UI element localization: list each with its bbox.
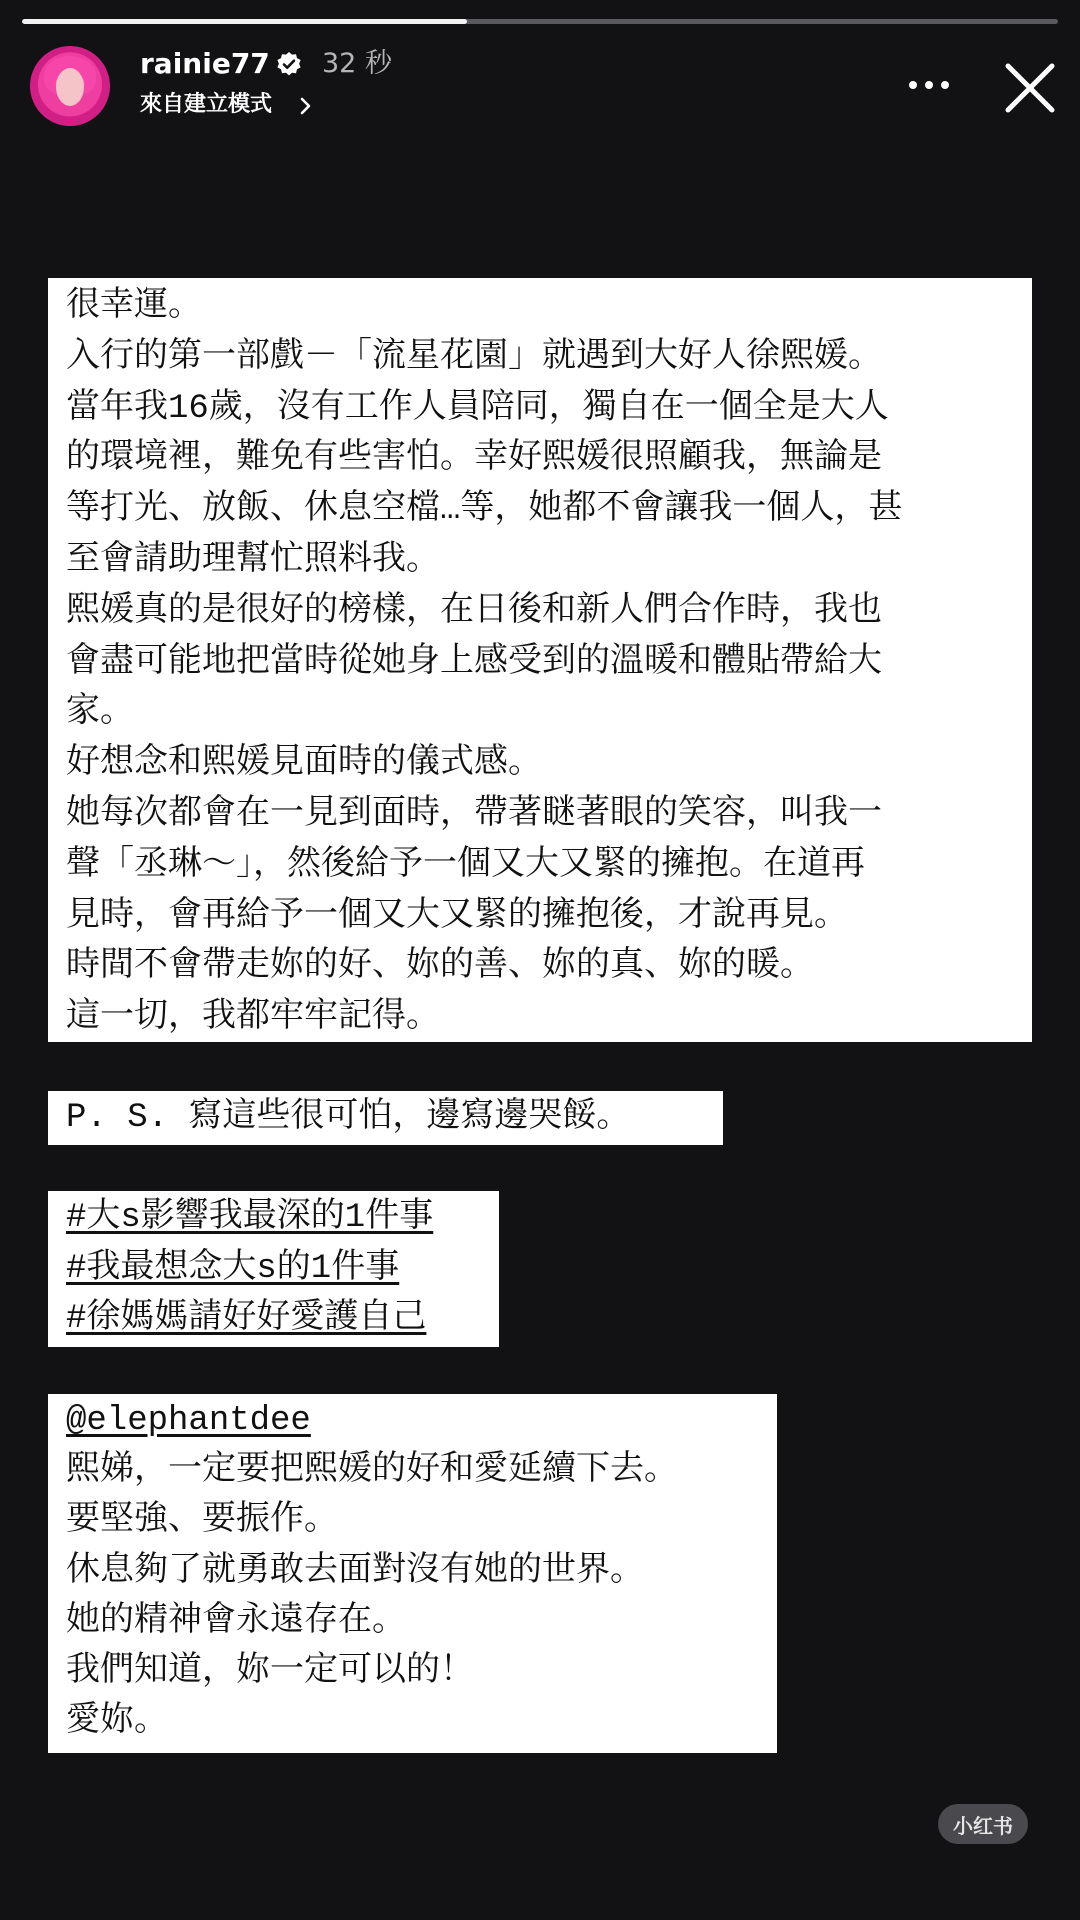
- ps-text: P. S. 寫這些很可怕，邊寫邊哭餒。: [66, 1099, 631, 1137]
- avatar[interactable]: [30, 46, 110, 126]
- text-line: 家。: [66, 694, 134, 733]
- mention-link[interactable]: @elephantdee: [66, 1402, 311, 1440]
- story-progress-bar: [22, 19, 1058, 24]
- reply-text-box: [48, 1394, 777, 1753]
- hashtag-box: [48, 1191, 499, 1347]
- create-mode-link[interactable]: 來自建立模式: [140, 92, 273, 117]
- text-line: 休息夠了就勇敢去面對沒有她的世界。: [66, 1552, 644, 1591]
- text-line: 的環境裡，難免有些害怕。幸好熙媛很照顧我，無論是: [66, 440, 882, 479]
- close-icon[interactable]: [1004, 62, 1056, 114]
- avatar-face: [56, 68, 84, 106]
- story-progress-fill: [22, 19, 467, 24]
- text-line: 這一切，我都牢牢記得。: [66, 999, 440, 1038]
- hashtag-link[interactable]: #徐媽媽請好好愛護自己: [66, 1300, 427, 1338]
- username[interactable]: rainie77: [140, 47, 270, 80]
- text-line: 至會請助理幫忙照料我。: [66, 541, 440, 580]
- text-line: 等打光、放飯、休息空檔…等，她都不會讓我一個人，甚: [66, 491, 903, 530]
- text-line: 要堅強、要振作。: [66, 1502, 338, 1541]
- hashtag-link[interactable]: #我最想念大s的1件事: [66, 1249, 400, 1288]
- verified-badge-icon: [276, 51, 302, 77]
- text-line: 熙娣，一定要把熙媛的好和愛延續下去。: [66, 1452, 678, 1491]
- text-line: 她每次都會在一見到面時，帶著瞇著眼的笑容，叫我一: [66, 795, 882, 834]
- text-line: 見時，會再給予一個又大又緊的擁抱後，才說再見。: [66, 897, 848, 936]
- text-line: 好想念和熙媛見面時的儀式感。: [66, 745, 542, 784]
- text-line: 聲「丞琳～」，然後給予一個又大又緊的擁抱。在道再: [66, 846, 865, 885]
- text-line: 入行的第一部戲－「流星花園」就遇到大好人徐熙媛。: [66, 338, 882, 377]
- xiaohongshu-watermark: 小红书: [938, 1804, 1028, 1844]
- text-line: 愛妳。: [66, 1703, 168, 1742]
- text-line: 會盡可能地把當時從她身上感受到的溫暖和體貼帶給大: [66, 643, 882, 682]
- text-line: 她的精神會永遠存在。: [66, 1602, 406, 1641]
- text-line: 熙媛真的是很好的榜樣，在日後和新人們合作時，我也: [66, 592, 882, 631]
- more-horizontal-icon[interactable]: [908, 80, 950, 90]
- ps-text-box: [48, 1091, 723, 1145]
- chevron-right-icon[interactable]: [299, 96, 313, 116]
- post-time: 32 秒: [322, 48, 392, 79]
- hashtag-link[interactable]: #大s影響我最深的1件事: [66, 1199, 434, 1237]
- story-text-box: [48, 278, 1032, 1042]
- text-line: 當年我16歲，沒有工作人員陪同，獨自在一個全是大人: [66, 389, 889, 428]
- text-line: 時間不會帶走妳的好、妳的善、妳的真、妳的暖。: [66, 948, 814, 987]
- text-line: 很幸運。: [66, 288, 202, 326]
- text-line: 我們知道，妳一定可以的！: [66, 1653, 474, 1692]
